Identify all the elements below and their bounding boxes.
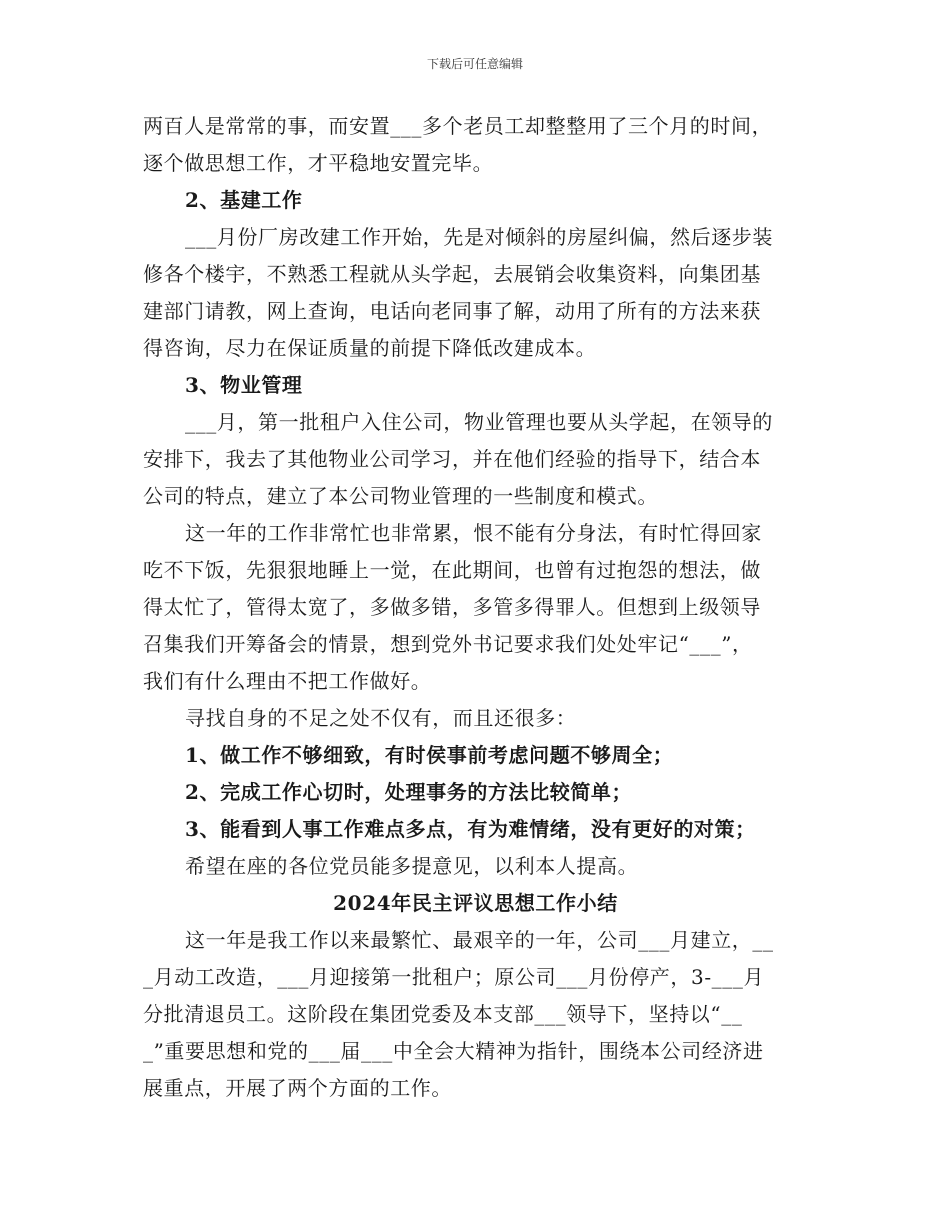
text-line: _”重要思想和党的___届___中全会大精神为指针，围绕本公司经济进 <box>143 1039 764 1063</box>
text-line: 3、物业管理 <box>185 373 303 397</box>
text-line: 公司的特点，建立了本公司物业管理的一些制度和模式。 <box>143 484 658 508</box>
text-line: 召集我们开筹备会的情景，想到党外书记要求我们处处牢记“___”， <box>143 632 753 656</box>
text-line: 得太忙了，管得太宽了，多做多错，多管多得罪人。但想到上级领导 <box>143 595 761 619</box>
text-line: 修各个楼宇，不熟悉工程就从头学起，去展销会收集资料，向集团基 <box>143 262 761 286</box>
text-line: ___月份厂房改建工作开始，先是对倾斜的房屋纠偏，然后逐步装 <box>185 225 773 249</box>
section-title: 2024年民主评议思想工作小结 <box>333 891 618 915</box>
text-line: 展重点，开展了两个方面的工作。 <box>143 1076 452 1100</box>
text-line: 这一年的工作非常忙也非常累，恨不能有分身法，有时忙得回家 <box>185 521 762 545</box>
text-line: 寻找自身的不足之处不仅有，而且还很多： <box>185 706 577 730</box>
text-line: 2、完成工作心切时，处理事务的方法比较简单； <box>185 780 633 804</box>
document-body <box>143 108 808 1107</box>
text-line: 2、基建工作 <box>185 188 303 212</box>
text-line: 安排下，我去了其他物业公司学习，并在他们经验的指导下，结合本 <box>143 447 761 471</box>
text-line: 两百人是常常的事，而安置___多个老员工却整整用了三个月的时间， <box>143 114 773 138</box>
text-line: 希望在座的各位党员能多提意见，以利本人提高。 <box>185 854 639 878</box>
text-line: 这一年是我工作以来最繁忙、最艰辛的一年，公司___月建立，__ <box>185 928 774 952</box>
text-line: 1、做工作不够细致，有时侯事前考虑问题不够周全； <box>185 743 674 767</box>
page-header: 下载后可任意编辑 <box>426 57 523 71</box>
text-line: ___月，第一批租户入住公司，物业管理也要从头学起，在领导的 <box>185 410 773 434</box>
text-line: 3、能看到人事工作难点多点，有为难情绪，没有更好的对策； <box>185 817 756 841</box>
text-line: _月动工改造，___月迎接第一批租户；原公司___月份停产，3-___月 <box>143 965 765 989</box>
text-line: 分批清退员工。这阶段在集团党委及本支部___领导下，坚持以“__ <box>143 1002 743 1026</box>
text-line: 我们有什么理由不把工作做好。 <box>143 669 432 693</box>
text-line: 建部门请教，网上查询，电话向老同事了解，动用了所有的方法来获 <box>143 299 761 323</box>
text-line: 吃不下饭，先狠狠地睡上一觉，在此期间，也曾有过抱怨的想法，做 <box>143 558 761 582</box>
text-line: 得咨询，尽力在保证质量的前提下降低改建成本。 <box>143 336 597 360</box>
text-line: 逐个做思想工作，才平稳地安置完毕。 <box>143 151 494 175</box>
